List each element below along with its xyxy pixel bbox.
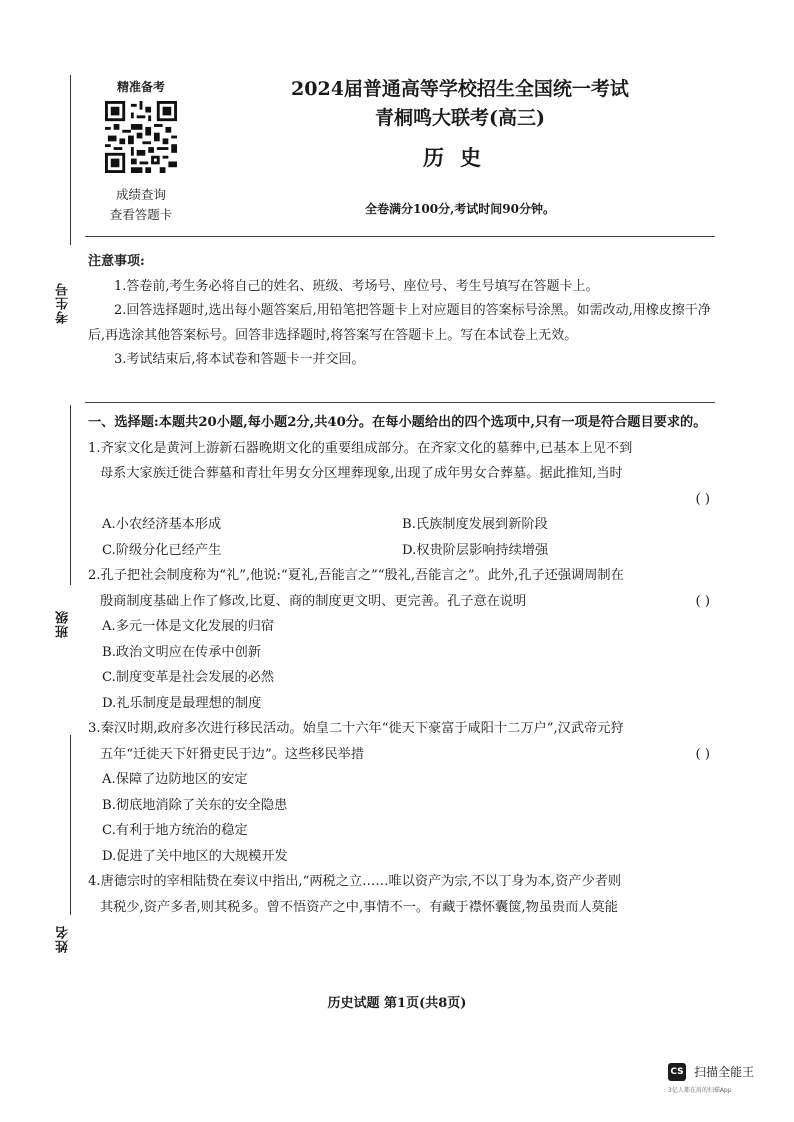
- binding-line: [70, 405, 71, 585]
- scanner-watermark: [668, 1061, 768, 1094]
- question-stem: 4.唐德宗时的宰相陆贽在奏议中指出,“两税之立……唯以资产为宗,不以丁身为本,资产少者则: [88, 874, 622, 889]
- question-stem: 1.齐家文化是黄河上游新石器晚期文化的重要组成部分。在齐家文化的墓葬中,已基本上见不到: [88, 440, 633, 456]
- instruction-item: 3.考试结束后,将本试卷和答题卡一并交回。: [114, 352, 365, 367]
- question-1: [88, 436, 718, 564]
- scanner-name: 扫描全能王: [694, 1065, 755, 1079]
- exam-meta: 全卷满分100分,考试时间90分钟。: [365, 202, 555, 216]
- options: [88, 512, 718, 563]
- exam-title: 2024届普通高等学校招生全国统一考试: [291, 78, 629, 100]
- question-stem: 其税少,资产多者,则其税多。曾不悟资产之中,事情不一。有藏于襟怀囊箧,物虽贵而人莫能: [100, 899, 618, 915]
- instructions: [88, 250, 718, 373]
- qr-line-score: 成绩查询: [115, 187, 166, 202]
- divider: [85, 402, 715, 403]
- question-stem: 2.孔子把社会制度称为“礼”,他说:“夏礼,吾能言之”“殷礼,吾能言之”。此外,孔子还强调周制在: [88, 568, 624, 583]
- instruction-item: 1.答卷前,考生务必将自己的姓名、班级、考场号、座位号、考生号填写在答题卡上。: [114, 278, 599, 294]
- divider: [85, 236, 715, 237]
- question-stem: 殷商制度基础上作了修改,比夏、商的制度更文明、更完善。孔子意在说明: [100, 593, 527, 609]
- question-4: [88, 869, 718, 920]
- qr-line-answer-sheet: 查看答题卡: [109, 207, 173, 222]
- question-stem: 3.秦汉时期,政府多次进行移民活动。始皇二十六年“徙天下豪富于咸阳十二万户”,汉武帝元狩: [88, 721, 624, 736]
- option-b[interactable]: B.政治文明应在传承中创新: [102, 644, 261, 660]
- subject-title: 历史: [423, 145, 497, 170]
- class-label: 班级: [56, 610, 71, 638]
- option-a[interactable]: A.保障了边防地区的安定: [102, 772, 248, 787]
- option-c[interactable]: C.阶级分化已经产生: [102, 542, 222, 558]
- candidate-number-label: 考生号: [56, 282, 71, 324]
- option-a[interactable]: A.多元一体是文化发展的归宿: [102, 619, 274, 634]
- section-heading: 一、选择题:本题共20小题,每小题2分,共40分。在每小题给出的四个选项中,只有一项是符合题目要求的。: [88, 415, 707, 430]
- binding-line: [70, 735, 71, 915]
- question-stem: 五年“迁徙天下奸猾吏民于边”。这些移民举措: [100, 746, 365, 762]
- option-b[interactable]: B.彻底地消除了关东的安全隐患: [102, 797, 288, 813]
- exam-subtitle: 青桐鸣大联考(高三): [375, 107, 545, 129]
- binding-line: [70, 75, 71, 245]
- question-2: [88, 563, 718, 716]
- name-label: 姓名: [56, 925, 71, 953]
- instruction-item: 2.回答选择题时,选出每小题答案后,用铅笔把答题卡上对应题目的答案标号涂黑。如需改动,用橡皮擦干净后,再选涂其他答案标号。回答非选择题时,将答案写在答题卡上。写在本试卷上无效。: [88, 303, 711, 343]
- answer-paren: ( ): [695, 593, 710, 609]
- option-d[interactable]: D.权贵阶层影响持续增强: [402, 542, 549, 558]
- qr-block: [96, 78, 186, 225]
- question-stem: 母系大家族迁徙合葬墓和青壮年男女分区埋葬现象,出现了成年男女合葬墓。据此推知,当时: [100, 466, 623, 481]
- question-content: [88, 410, 718, 920]
- camscanner-logo-icon: CS: [668, 1063, 686, 1081]
- option-c[interactable]: C.制度变革是社会发展的必然: [102, 670, 275, 685]
- option-a[interactable]: A.小农经济基本形成: [102, 517, 222, 532]
- option-d[interactable]: D.礼乐制度是最理想的制度: [102, 695, 262, 711]
- question-3: [88, 716, 718, 869]
- answer-paren: ( ): [695, 746, 710, 762]
- option-d[interactable]: D.促进了关中地区的大规模开发: [102, 848, 288, 864]
- scanner-tagline: 3亿人都在用的扫描App: [668, 1086, 732, 1094]
- option-b[interactable]: B.氏族制度发展到新阶段: [402, 517, 548, 532]
- qr-caption: 精准备考: [116, 80, 165, 94]
- option-c[interactable]: C.有利于地方统治的稳定: [102, 823, 248, 838]
- qr-code-icon[interactable]: [105, 101, 177, 173]
- answer-paren: ( ): [695, 491, 710, 507]
- page-footer: 历史试题 第1页(共8页): [327, 996, 467, 1011]
- instructions-heading: 注意事项:: [88, 254, 145, 269]
